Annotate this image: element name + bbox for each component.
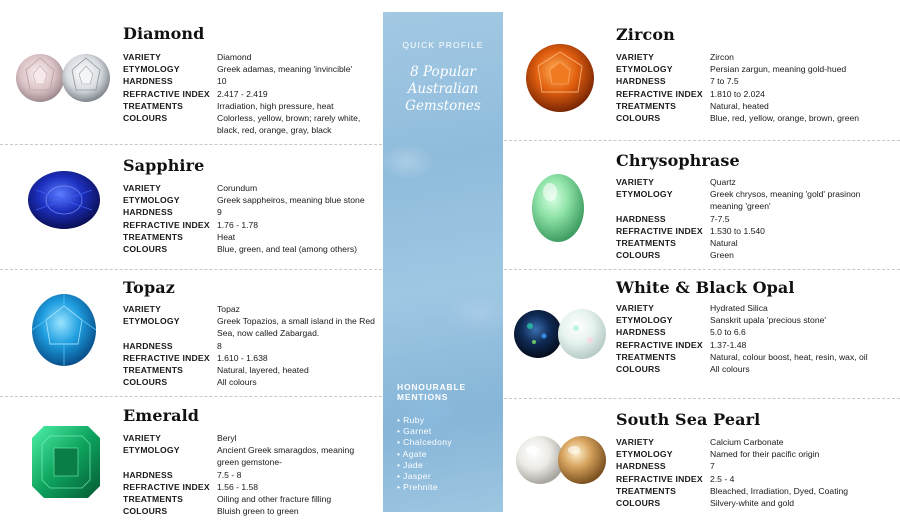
property-row: HARDNESS 9 [123,207,222,218]
diamond-pair-icon [14,48,110,128]
list-item: • Jasper [397,471,452,482]
property-row: REFRACTIVE INDEX 1.76 - 1.78 [123,219,259,230]
section-divider [0,396,382,397]
property-row: REFRACTIVE INDEX 1.610 - 1.638 [123,352,268,363]
property-row: COLOURS Blue, green, and teal (among others) [123,244,357,255]
honourable-mentions-heading: HONOURABLE MENTIONS [397,382,466,402]
honourable-mentions-list [397,415,452,493]
property-row: TREATMENTS Heat [123,231,236,242]
property-row: TREATMENTS Natural, layered, heated [123,365,309,376]
panel-title: 8 Popular Australian Gemstones [405,64,481,114]
list-item: • Garnet [397,426,452,437]
property-row: VARIETY Quartz [616,177,736,187]
property-row: REFRACTIVE INDEX 1.37-1.48 [616,339,747,350]
property-row: VARIETY Hydrated Silica [616,303,768,313]
gem-properties [616,436,880,509]
gem-name: South Sea Pearl [616,410,761,429]
gem-name: Zircon [616,25,675,44]
gem-properties [123,51,378,136]
property-row: COLOURS All colours [123,377,257,388]
gem-name: Diamond [123,24,205,43]
gem-properties [616,176,880,261]
property-row: ETYMOLOGY Greek sappheiros, meaning blue stone [123,195,365,206]
gem-properties [123,303,378,388]
section-divider [504,140,900,141]
gem-properties [123,432,378,517]
list-item: • Chalcedony [397,437,452,448]
property-row: HARDNESS 8 [123,340,222,351]
property-row: VARIETY Zircon [616,52,734,62]
property-row: TREATMENTS Natural [616,238,738,249]
property-row: REFRACTIVE INDEX 1.530 to 1.540 [616,225,765,236]
property-row: ETYMOLOGY Named for their pacific origin [616,449,820,460]
property-row: COLOURS Colorless, yellow, brown; rarely white, black, red, orange, gray, black [123,113,361,136]
property-row: TREATMENTS Oiling and other fracture filling [123,494,332,505]
property-row: VARIETY Calcium Carbonate [616,437,784,447]
emerald-icon [32,426,128,506]
list-item: • Ruby [397,415,452,426]
chrysoprase-icon [528,168,624,248]
property-row: HARDNESS 7.5 - 8 [123,469,242,480]
topaz-icon [28,292,124,372]
gem-properties [616,302,880,375]
property-row: ETYMOLOGY Greek chrysos, meaning 'gold' prasinon meaning 'green' [616,189,861,212]
property-row: COLOURS Silvery-white and gold [616,498,795,509]
property-row: HARDNESS 7 [616,461,715,472]
section-divider [0,269,382,270]
gem-name: Sapphire [123,156,205,175]
property-row: TREATMENTS Bleached, Irradiation, Dyed, Coating [616,485,849,496]
property-row: REFRACTIVE INDEX 2.5 - 4 [616,473,735,484]
property-row: ETYMOLOGY Persian zargun, meaning gold-hued [616,64,847,75]
property-row: HARDNESS 7-7.5 [616,213,730,224]
property-row: TREATMENTS Natural, colour boost, heat, resin, wax, oil [616,351,868,362]
property-row: TREATMENTS Irradiation, high pressure, heat [123,100,334,111]
property-row: COLOURS Bluish green to green [123,506,299,517]
list-item: • Jade [397,460,452,471]
zircon-icon [522,40,618,120]
property-row: HARDNESS 5.0 to 6.6 [616,327,746,338]
list-item: • Agate [397,449,452,460]
list-item: • Prehnite [397,482,452,493]
gem-name: Topaz [123,278,175,297]
section-divider [0,144,382,145]
property-row: REFRACTIVE INDEX 2.417 - 2.419 [123,88,268,99]
opal-pair-icon [510,306,606,386]
property-row: HARDNESS 10 [123,76,227,87]
property-row: ETYMOLOGY Greek Topazios, a small island in the Red Sea, now called Zabargad. [123,316,375,339]
property-row: VARIETY Beryl [123,433,237,443]
gem-name: Emerald [123,406,200,425]
property-row: COLOURS Green [616,250,734,261]
property-row: HARDNESS 7 to 7.5 [616,76,739,87]
panel-kicker: QUICK PROFILE [402,40,484,50]
sapphire-icon [26,168,122,248]
property-row: REFRACTIVE INDEX 1.810 to 2.024 [616,88,765,99]
property-row: TREATMENTS Natural, heated [616,100,769,111]
property-row: VARIETY Corundum [123,183,258,193]
property-row: ETYMOLOGY Greek adamas, meaning 'invincible' [123,64,353,75]
pearl-pair-icon [510,430,606,510]
property-row: ETYMOLOGY Ancient Greek smaragdos, meaning green gemstone- [123,445,355,468]
property-row: COLOURS All colours [616,364,750,375]
section-divider [504,269,900,270]
property-row: ETYMOLOGY Sanskrit upala 'precious stone' [616,315,827,326]
gem-properties [123,182,383,255]
gem-name: Chrysophrase [616,151,740,170]
property-row: VARIETY Diamond [123,52,252,62]
gem-name: White & Black Opal [616,278,795,297]
section-divider [504,398,900,399]
quick-profile-panel [383,12,503,512]
property-row: REFRACTIVE INDEX 1.56 - 1.58 [123,481,259,492]
gem-properties [616,51,886,124]
property-row: VARIETY Topaz [123,304,240,314]
property-row: COLOURS Blue, red, yellow, orange, brown, green [616,113,860,124]
